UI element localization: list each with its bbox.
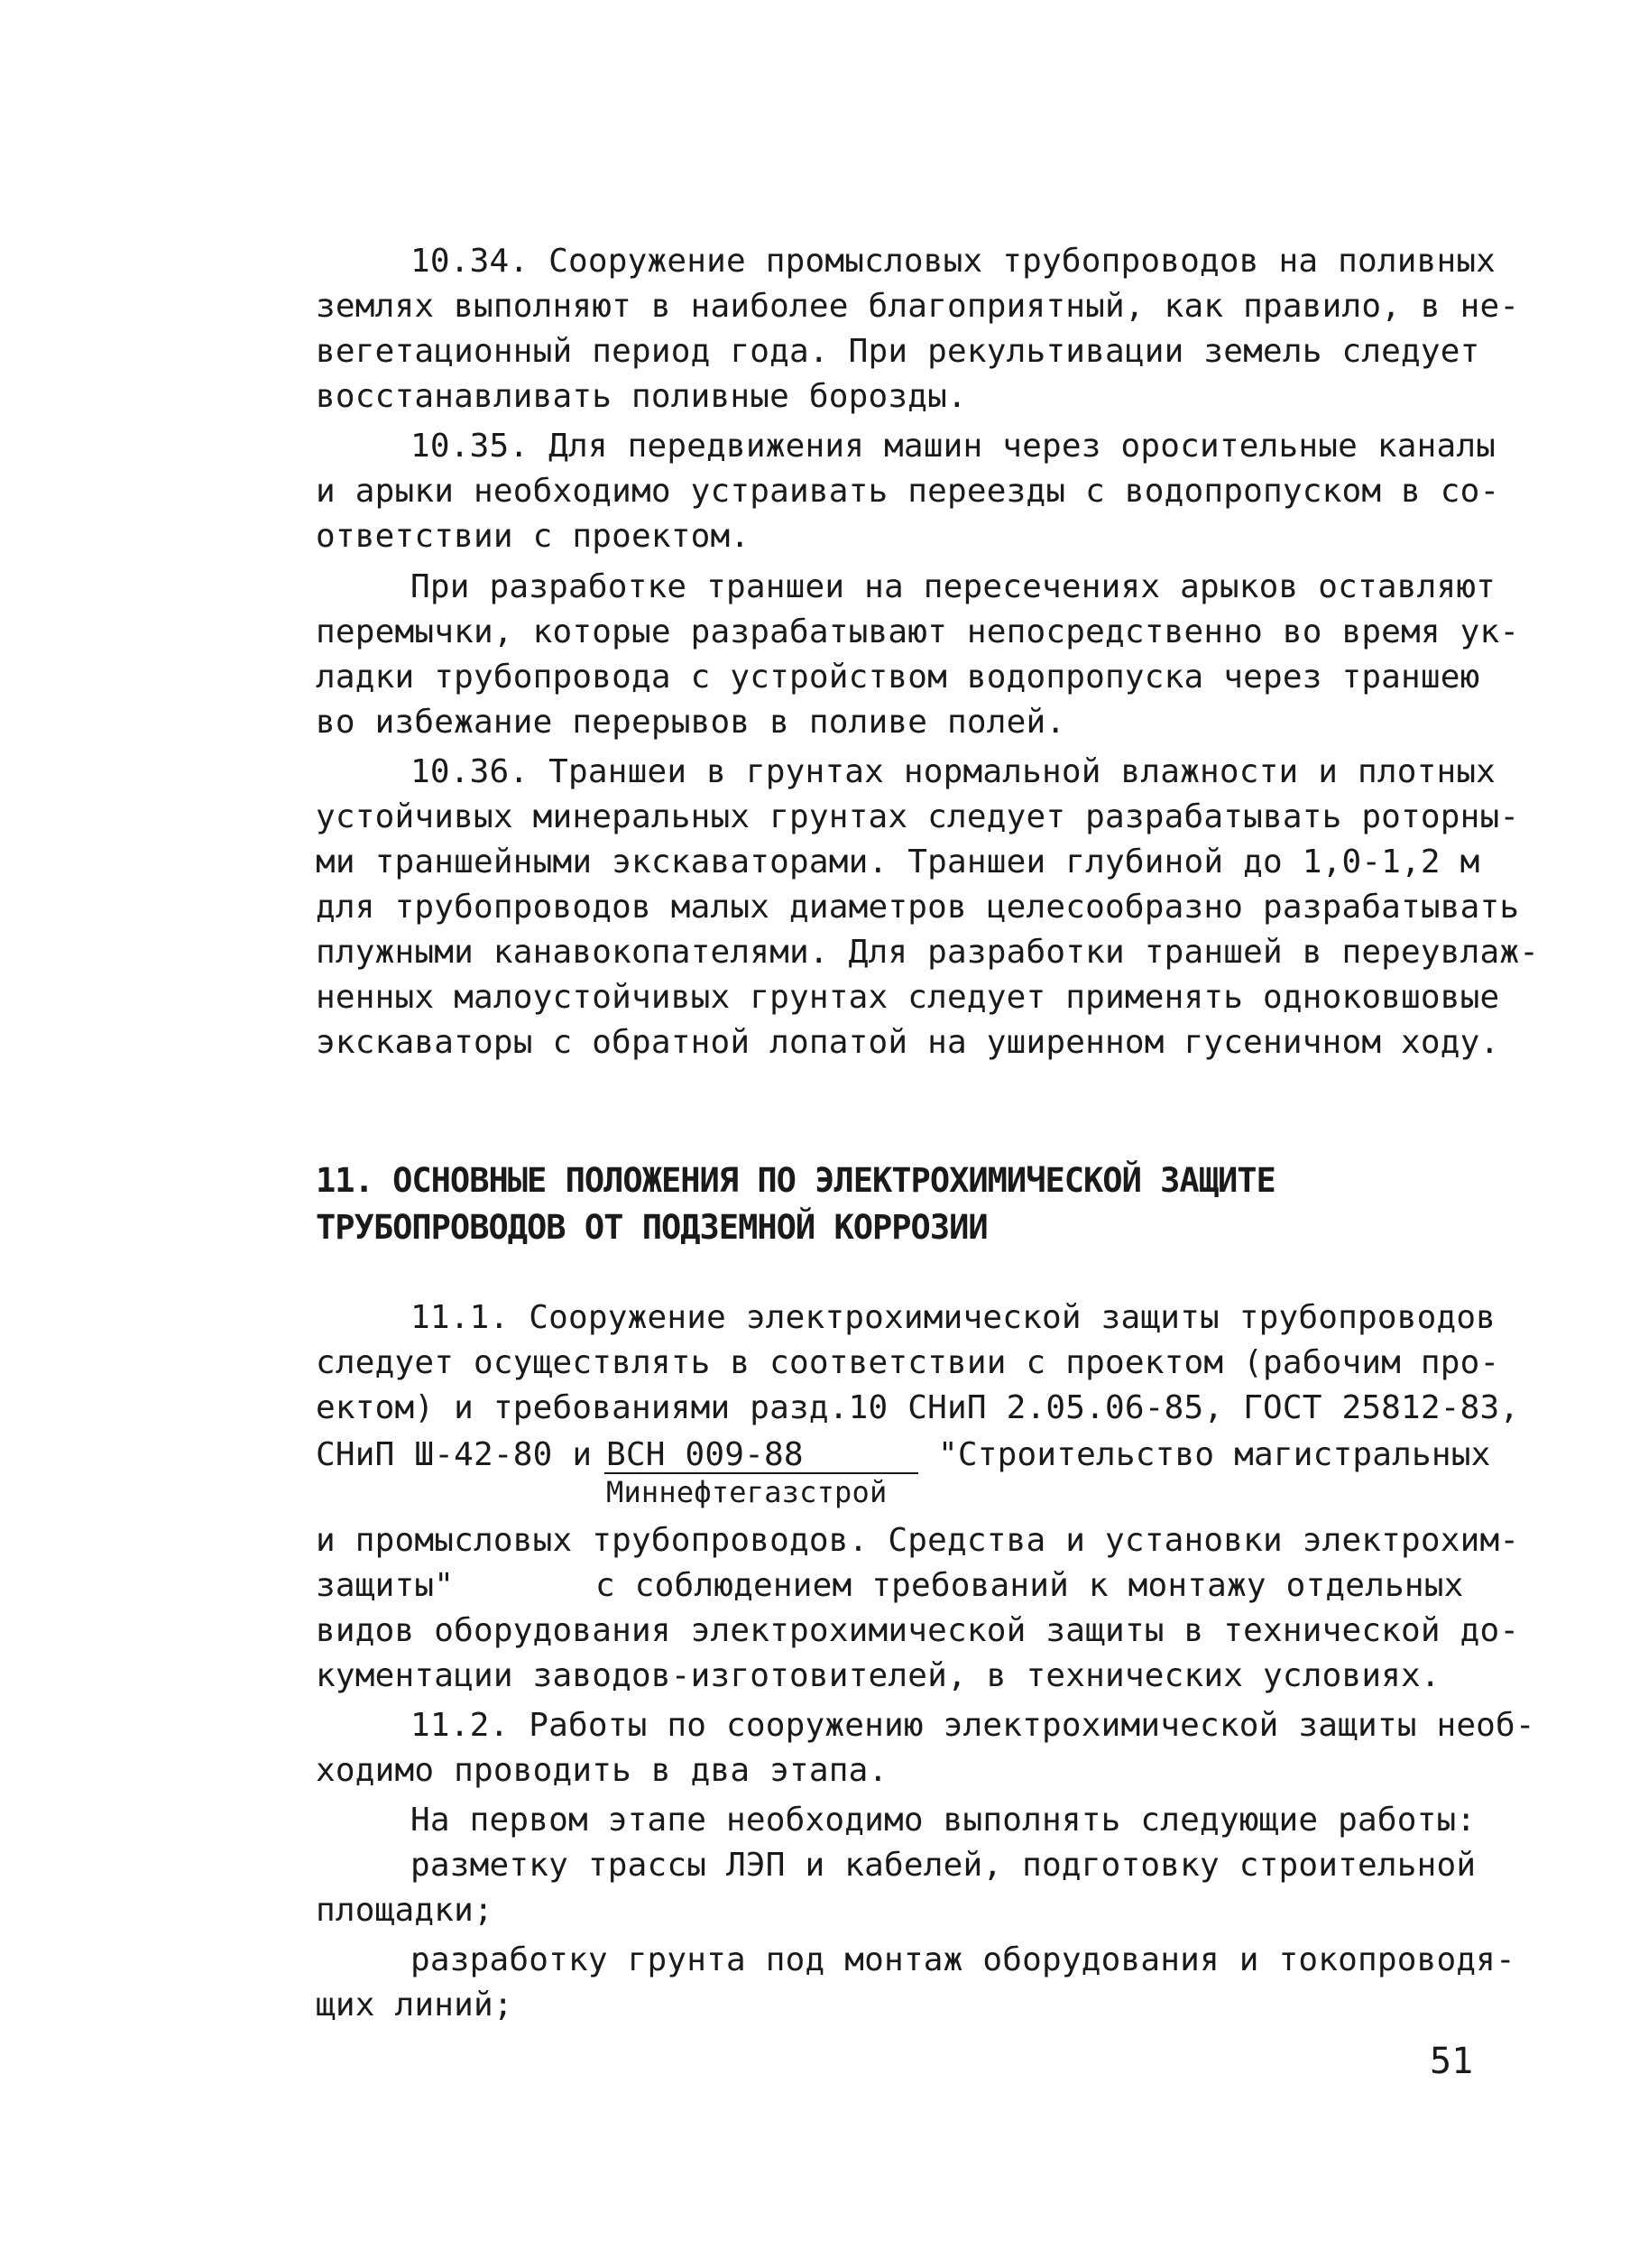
text-line: При разработке траншеи на пересечениях арыков оставляют [410, 568, 1496, 605]
text-line: ходимо проводить в два этапа. [316, 1752, 889, 1789]
text-line: ладки трубопровода с устройством водопропуска через траншею [316, 659, 1480, 696]
text-line: разметку трассы ЛЭП и кабелей, подготовку строительной [410, 1847, 1477, 1884]
text-line: вегетационный период года. При рекультивации земель следует [316, 333, 1480, 370]
text-line: "Строительство магистральных [938, 1436, 1491, 1473]
text-line: во избежание перерывов в поливе полей. [316, 704, 1066, 741]
text-line: ми траншейными экскаваторами. Траншеи глубиной до 1,0-1,2 м [316, 844, 1480, 880]
text-line: СНиП Ш-42-80 и [316, 1436, 593, 1473]
text-line: для трубопроводов малых диаметров целесообразно разрабатывать [316, 889, 1520, 926]
text-line: ненных малоустойчивых грунтах следует применять одноковшовые [316, 979, 1500, 1016]
text-line: землях выполняют в наиболее благоприятный, как правило, в не- [316, 288, 1520, 325]
page-number: 51 [1430, 2041, 1474, 2082]
text-line: ответствии с проектом. [316, 518, 751, 555]
text-line: На первом этапе необходимо выполнять следующие работы: [410, 1802, 1477, 1839]
section-heading: 11. ОСНОВНЫЕ ПОЛОЖЕНИЯ ПО ЭЛЕКТРОХИМИЧЕСКОЙ ЗАЩИТЕ [316, 1161, 1275, 1200]
text-line: следует осуществлять в соответствии с проектом (рабочим про- [316, 1344, 1500, 1381]
text-line: устойчивых минеральных грунтах следует разрабатывать роторны- [316, 798, 1520, 835]
text-line: 11.1. Сооружение электрохимической защиты трубопроводов [410, 1299, 1496, 1336]
text-line: 10.36. Траншеи в грунтах нормальной влажности и плотных [410, 753, 1496, 790]
text-line: и промысловых трубопроводов. Средства и установки электрохим- [316, 1522, 1520, 1559]
text-line: кументации заводов-изготовителей, в технических условиях. [316, 1657, 1441, 1694]
text-line: восстанавливать поливные борозды. [316, 378, 967, 415]
text-line: и арыки необходимо устраивать переезды с водопропуском в со- [316, 473, 1500, 510]
text-line: 10.34. Сооружение промысловых трубопроводов на поливных [410, 243, 1496, 280]
fraction-rule [604, 1472, 918, 1474]
section-heading: ТРУБОПРОВОДОВ ОТ ПОДЗЕМНОЙ КОРРОЗИИ [316, 1208, 988, 1247]
text-line: площадки; [316, 1892, 493, 1929]
text-line: 10.35. Для передвижения машин через оросительные каналы [410, 428, 1496, 465]
text-line: 11.2. Работы по сооружению электрохимической защиты необ- [410, 1707, 1535, 1744]
text-line: разработку грунта под монтаж оборудования и токопроводя- [410, 1941, 1515, 1978]
text-line: ектом) и требованиями разд.10 СНиП 2.05.06-85, ГОСТ 25812-83, [316, 1389, 1520, 1426]
text-line: защиты" [316, 1567, 455, 1604]
ministry-reference: Миннефтегазстрой [606, 1475, 888, 1509]
text-line: видов оборудования электрохимической защиты в технической до- [316, 1612, 1520, 1649]
text-line: экскаваторы с обратной лопатой на уширенном гусеничном ходу. [316, 1024, 1500, 1061]
text-line: щих линий; [316, 1987, 513, 2024]
standard-reference: ВСН 009-88 [606, 1436, 804, 1473]
text-line: перемычки, которые разрабатывают непосредственно во время ук- [316, 613, 1520, 650]
text-line: с соблюдением требований к монтажу отдельных [595, 1567, 1464, 1604]
text-line: плужными канавокопателями. Для разработки траншей в переувлаж- [316, 934, 1540, 971]
